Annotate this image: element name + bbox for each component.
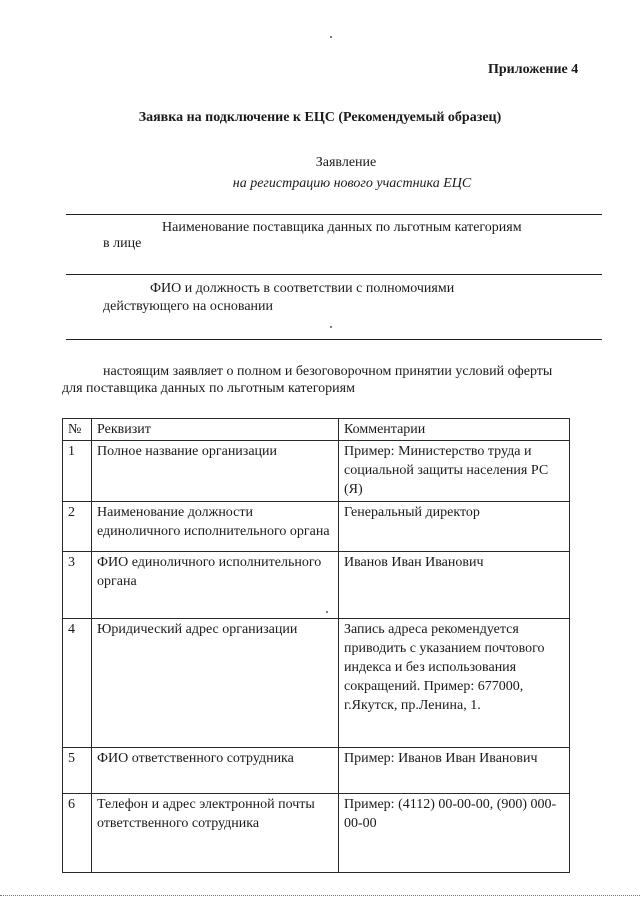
statement-heading: Заявление bbox=[315, 155, 377, 170]
acting-basis-label: действующего на основании bbox=[103, 299, 274, 314]
row-comment: Пример: Иванов Иван Иванович bbox=[339, 748, 570, 794]
row-number: 5 bbox=[63, 748, 92, 794]
declaration-line-1: настоящим заявляет о полном и безоговорочном принятии условий оферты bbox=[103, 364, 553, 379]
row-requisite: Полное название организации bbox=[92, 441, 339, 502]
statement-subheading: на регистрацию нового участника ЕЦС bbox=[232, 176, 472, 191]
in-person-label: в лице bbox=[103, 236, 142, 251]
row-number: 2 bbox=[63, 502, 92, 552]
scan-speck bbox=[330, 36, 332, 38]
table-header-row bbox=[63, 419, 570, 441]
row-comment: Пример: Министерство труда и социальной защиты населения РС (Я) bbox=[339, 441, 570, 502]
provider-caption: Наименование поставщика данных по льготным категориям bbox=[162, 220, 522, 235]
scan-speck bbox=[330, 326, 332, 328]
table-row bbox=[63, 441, 570, 502]
row-requisite: Наименование должности единоличного исполнительного органа bbox=[92, 502, 339, 552]
header-comments: Комментарии bbox=[339, 419, 570, 441]
row-comment: Генеральный директор bbox=[339, 502, 570, 552]
row-requisite: Юридический адрес организации bbox=[92, 619, 339, 748]
requisites-table bbox=[62, 418, 570, 873]
document-title: Заявка на подключение к ЕЦС (Рекомендуемый образец) bbox=[138, 110, 502, 125]
row-number: 6 bbox=[63, 794, 92, 873]
table-row bbox=[63, 748, 570, 794]
basis-line bbox=[66, 339, 602, 340]
fio-caption: ФИО и должность в соответствии с полномочиями bbox=[150, 281, 455, 296]
scan-speck bbox=[326, 611, 328, 613]
row-comment: Пример: (4112) 00-00-00, (900) 000-00-00 bbox=[339, 794, 570, 873]
row-number: 1 bbox=[63, 441, 92, 502]
row-requisite: ФИО ответственного сотрудника bbox=[92, 748, 339, 794]
table-row bbox=[63, 502, 570, 552]
declaration-line-2: для поставщика данных по льготным категориям bbox=[62, 381, 355, 396]
header-number: № bbox=[63, 419, 92, 441]
row-comment: Запись адреса рекомендуется приводить с указанием почтового индекса и без использования сокращений. Пример: 677000, г.Якутск, пр.Ленина, 1. bbox=[339, 619, 570, 748]
scan-edge bbox=[0, 895, 640, 897]
table-row bbox=[63, 619, 570, 748]
row-comment: Иванов Иван Иванович bbox=[339, 552, 570, 619]
header-requisite: Реквизит bbox=[92, 419, 339, 441]
row-requisite: Телефон и адрес электронной почты ответственного сотрудника bbox=[92, 794, 339, 873]
row-requisite: ФИО единоличного исполнительного органа bbox=[92, 552, 339, 619]
row-number: 4 bbox=[63, 619, 92, 748]
table-row bbox=[63, 794, 570, 873]
table-row bbox=[63, 552, 570, 619]
row-number: 3 bbox=[63, 552, 92, 619]
fio-line bbox=[66, 274, 602, 275]
appendix-label: Приложение 4 bbox=[488, 62, 579, 77]
provider-name-line bbox=[66, 214, 602, 215]
